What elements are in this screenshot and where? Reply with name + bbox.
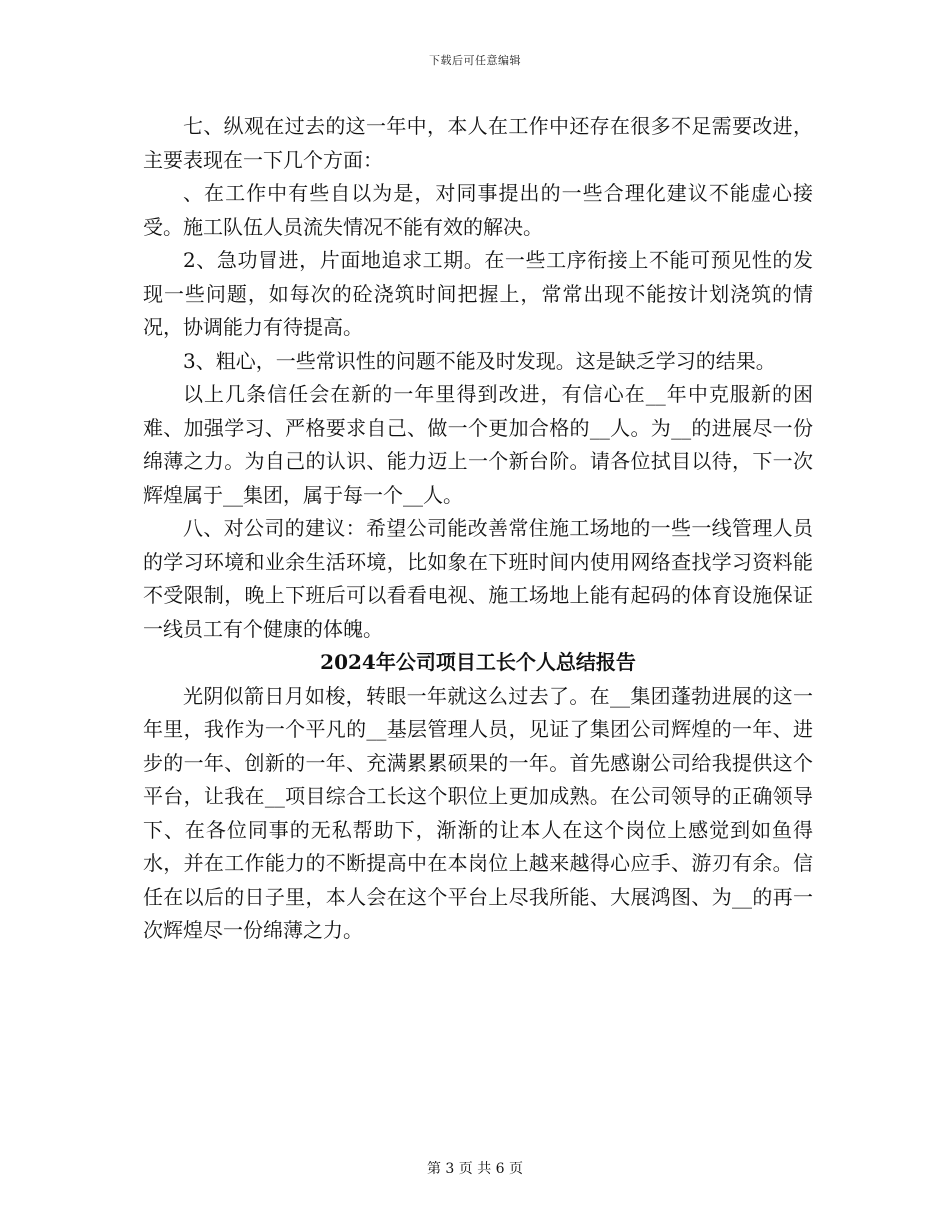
paragraph-item-2: 2、急功冒进，片面地追求工期。在一些工序衔接上不能可预见性的发现一些问题，如每次的砼浇筑时间把握上，常常出现不能按计划浇筑的情况，协调能力有待提高。 (143, 248, 813, 339)
paragraph-report-body: 光阴似箭日月如梭，转眼一年就这么过去了。在__集团蓬勃进展的这一年里，我作为一个平凡的__基层管理人员，见证了集团公司辉煌的一年、进步的一年、创新的一年、充满累累硕果的一年。首先感谢公司给我提供这个平台，让我在__项目综合工长这个职位上更加成熟。在公司领导的正确领导下、在各位同事的无私帮助下，渐渐的让本人在这个岗位上感觉到如鱼得水，并在工作能力的不断提高中在本岗位上越来越得心应手、游刃有余。信任在以后的日子里，本人会在这个平台上尽我所能、大展鸿图、为__的再一次辉煌尽一份绵薄之力。 (143, 683, 813, 942)
report-title: 2024年公司项目工长个人总结报告 (320, 650, 636, 674)
paragraph-item-3: 3、粗心，一些常识性的问题不能及时发现。这是缺乏学习的结果。 (183, 348, 776, 373)
paragraph-improvement: 以上几条信任会在新的一年里得到改进，有信心在__年中克服新的困难、加强学习、严格要求自己、做一个更加合格的__人。为__的进展尽一份绵薄之力。为自己的认识、能力迈上一个新台阶。请各位拭目以待，下一次辉煌属于__集团，属于每一个__人。 (143, 382, 813, 507)
paragraph-8-suggestion: 八、对公司的建议：希望公司能改善常住施工场地的一些一线管理人员的学习环境和业余生活环境，比如象在下班时间内使用网络查找学习资料能不受限制，晚上下班后可以看看电视、施工场地上能有起码的体育设施保证一线员工有个健康的体魄。 (143, 516, 813, 641)
paragraph-7-intro: 七、纵观在过去的这一年中，本人在工作中还存在很多不足需要改进，主要表现在一下几个方面： (143, 114, 813, 172)
document-body (143, 110, 813, 948)
page-number: 第 3 页 共 6 页 (426, 1161, 524, 1177)
page-header: 下载后可任意编辑 (429, 54, 521, 67)
paragraph-item-1: 、在工作中有些自以为是，对同事提出的一些合理化建议不能虚心接受。施工队伍人员流失情况不能有效的解决。 (143, 181, 813, 239)
